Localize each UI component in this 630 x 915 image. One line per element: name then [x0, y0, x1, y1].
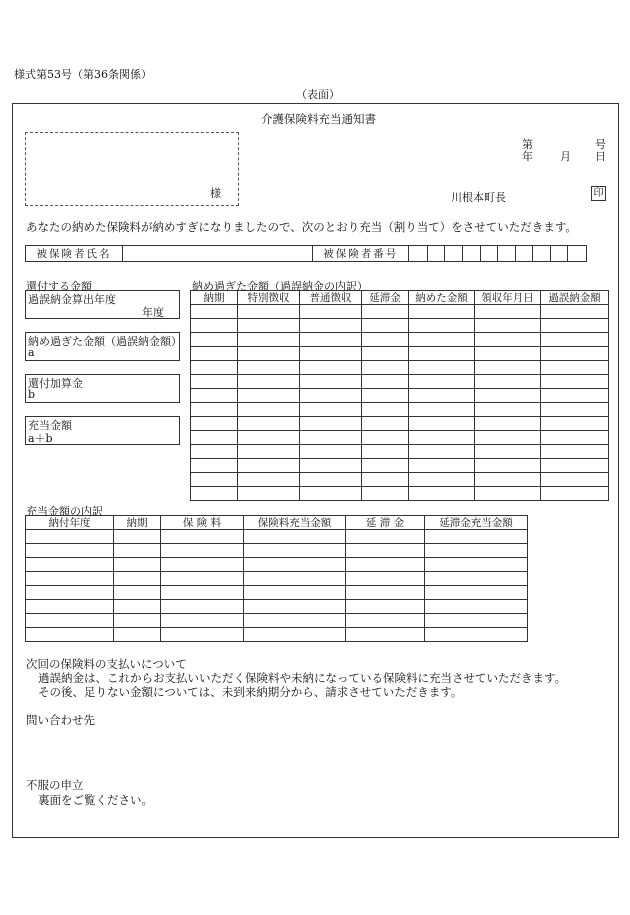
breakdown-row-cell[interactable]	[541, 361, 609, 375]
applied-row	[26, 586, 528, 600]
breakdown-row-cell[interactable]	[409, 473, 475, 487]
appeal-heading: 不服の申立	[26, 778, 84, 792]
applied-row-cell[interactable]	[26, 600, 114, 614]
breakdown-row-cell[interactable]	[541, 403, 609, 417]
breakdown-row-cell[interactable]	[238, 487, 300, 501]
seal-mark	[591, 186, 606, 201]
breakdown-row-cell[interactable]	[238, 473, 300, 487]
breakdown-row-cell[interactable]	[362, 389, 409, 403]
date-month: 月	[560, 150, 571, 163]
refund-addition-label: 還付加算金	[28, 377, 83, 390]
breakdown-row	[191, 445, 609, 459]
overpaid-amount-var: a	[28, 346, 35, 359]
breakdown-row-cell[interactable]	[191, 445, 238, 459]
breakdown-row-cell[interactable]	[191, 403, 238, 417]
breakdown-row-cell[interactable]	[362, 375, 409, 389]
insured-number-digit[interactable]	[480, 246, 498, 262]
breakdown-row-cell[interactable]	[238, 389, 300, 403]
breakdown-row-cell[interactable]	[362, 487, 409, 501]
applied-row-cell[interactable]	[161, 614, 244, 628]
applied-row	[26, 600, 528, 614]
breakdown-row-cell[interactable]	[409, 305, 475, 319]
breakdown-row-cell[interactable]	[300, 403, 362, 417]
breakdown-row	[191, 319, 609, 333]
document-title: 介護保険料充当通知書	[261, 112, 376, 126]
applied-row-cell[interactable]	[346, 614, 425, 628]
address-box[interactable]	[25, 132, 239, 206]
breakdown-col-header: 普通徴収	[300, 291, 362, 305]
breakdown-row	[191, 361, 609, 375]
breakdown-row-cell[interactable]	[541, 445, 609, 459]
breakdown-row-cell[interactable]	[475, 403, 541, 417]
insured-number-digit[interactable]	[515, 246, 533, 262]
applied-breakdown-heading: 充当金額の内訳	[26, 505, 103, 518]
applied-row-cell[interactable]	[244, 530, 346, 544]
breakdown-row-cell[interactable]	[541, 319, 609, 333]
breakdown-row-cell[interactable]	[362, 347, 409, 361]
applied-row-cell[interactable]	[244, 628, 346, 642]
applied-row-cell[interactable]	[114, 628, 161, 642]
breakdown-row-cell[interactable]	[475, 431, 541, 445]
breakdown-row-cell[interactable]	[300, 375, 362, 389]
insured-name-label: 被保険者氏名	[26, 246, 123, 262]
next-payment-line2: その後、足りない金額については、未到来納期分から、請求させていただきます。	[38, 685, 463, 699]
date-year: 年	[522, 150, 533, 163]
breakdown-row-cell[interactable]	[300, 473, 362, 487]
breakdown-row-cell[interactable]	[409, 333, 475, 347]
breakdown-row-cell[interactable]	[300, 445, 362, 459]
insured-number-digit[interactable]	[498, 246, 516, 262]
applied-row-cell[interactable]	[425, 544, 528, 558]
breakdown-row-cell[interactable]	[191, 319, 238, 333]
insured-number-digit[interactable]	[550, 246, 568, 262]
applied-row-cell[interactable]	[244, 586, 346, 600]
applied-row-cell[interactable]	[425, 628, 528, 642]
insured-number-digit[interactable]	[463, 246, 481, 262]
breakdown-col-header: 納期	[191, 291, 238, 305]
breakdown-row-cell[interactable]	[409, 375, 475, 389]
breakdown-row	[191, 347, 609, 361]
breakdown-row-cell[interactable]	[238, 417, 300, 431]
breakdown-col-header: 領収年月日	[475, 291, 541, 305]
applied-row-cell[interactable]	[161, 628, 244, 642]
appeal-line: 裏面をご覧ください。	[38, 793, 153, 807]
breakdown-row-cell[interactable]	[362, 319, 409, 333]
breakdown-row-cell[interactable]	[362, 459, 409, 473]
breakdown-row-cell[interactable]	[238, 347, 300, 361]
fiscal-year-unit: 年度	[142, 306, 164, 319]
applied-row-cell[interactable]	[346, 628, 425, 642]
insured-name-field[interactable]	[123, 246, 313, 262]
refund-heading: 還付する金額	[26, 280, 92, 293]
applied-row-cell[interactable]	[244, 544, 346, 558]
breakdown-row-cell[interactable]	[409, 361, 475, 375]
breakdown-row-cell[interactable]	[300, 389, 362, 403]
breakdown-row-cell[interactable]	[541, 333, 609, 347]
breakdown-row-cell[interactable]	[541, 431, 609, 445]
honorific-label: 様	[210, 187, 221, 200]
breakdown-row-cell[interactable]	[362, 431, 409, 445]
applied-row-cell[interactable]	[346, 586, 425, 600]
breakdown-row-cell[interactable]	[362, 403, 409, 417]
applied-row-cell[interactable]	[114, 544, 161, 558]
breakdown-row-cell[interactable]	[475, 487, 541, 501]
breakdown-row	[191, 403, 609, 417]
breakdown-row-cell[interactable]	[300, 431, 362, 445]
breakdown-row-cell[interactable]	[409, 417, 475, 431]
applied-row	[26, 628, 528, 642]
breakdown-row-cell[interactable]	[191, 459, 238, 473]
form-side-label: （表面）	[296, 88, 340, 101]
breakdown-row-cell[interactable]	[300, 361, 362, 375]
breakdown-row-cell[interactable]	[362, 445, 409, 459]
breakdown-row-cell[interactable]	[191, 347, 238, 361]
breakdown-row-cell[interactable]	[541, 347, 609, 361]
breakdown-col-header: 納めた金額	[409, 291, 475, 305]
breakdown-row-cell[interactable]	[541, 473, 609, 487]
breakdown-row-cell[interactable]	[475, 347, 541, 361]
breakdown-row-cell[interactable]	[475, 473, 541, 487]
applied-body	[26, 530, 528, 642]
breakdown-col-header: 特別徴収	[238, 291, 300, 305]
applied-row-cell[interactable]	[346, 544, 425, 558]
doc-number-suffix: 号	[595, 138, 606, 151]
issuer-name: 川根本町長	[451, 191, 506, 204]
breakdown-row-cell[interactable]	[191, 389, 238, 403]
applied-row-cell[interactable]	[161, 600, 244, 614]
breakdown-row-cell[interactable]	[300, 319, 362, 333]
breakdown-row-cell[interactable]	[238, 459, 300, 473]
applied-row-cell[interactable]	[244, 572, 346, 586]
breakdown-row-cell[interactable]	[475, 389, 541, 403]
breakdown-row	[191, 431, 609, 445]
breakdown-row-cell[interactable]	[362, 305, 409, 319]
breakdown-row-cell[interactable]	[475, 319, 541, 333]
applied-row-cell[interactable]	[161, 572, 244, 586]
applied-row-cell[interactable]	[26, 544, 114, 558]
applied-row-cell[interactable]	[244, 614, 346, 628]
breakdown-row-cell[interactable]	[300, 459, 362, 473]
breakdown-row-cell[interactable]	[191, 473, 238, 487]
breakdown-row-cell[interactable]	[238, 375, 300, 389]
breakdown-row-cell[interactable]	[409, 431, 475, 445]
applied-row-cell[interactable]	[425, 530, 528, 544]
seal-label: 印	[593, 188, 604, 199]
breakdown-row-cell[interactable]	[362, 473, 409, 487]
applied-row-cell[interactable]	[114, 558, 161, 572]
breakdown-row-cell[interactable]	[475, 445, 541, 459]
applied-row-cell[interactable]	[26, 558, 114, 572]
breakdown-row-cell[interactable]	[191, 361, 238, 375]
insured-number-digit[interactable]	[409, 246, 428, 262]
applied-col-header: 保 険 料	[161, 516, 244, 530]
form-number: 様式第53号（第36条関係）	[14, 68, 152, 81]
applied-row	[26, 558, 528, 572]
breakdown-row	[191, 473, 609, 487]
applied-row-cell[interactable]	[425, 586, 528, 600]
breakdown-body	[191, 305, 609, 501]
breakdown-row-cell[interactable]	[238, 445, 300, 459]
applied-row-cell[interactable]	[161, 544, 244, 558]
breakdown-row-cell[interactable]	[541, 459, 609, 473]
breakdown-row-cell[interactable]	[300, 305, 362, 319]
breakdown-row-cell[interactable]	[475, 417, 541, 431]
breakdown-row-cell[interactable]	[541, 417, 609, 431]
insured-number-digit[interactable]	[445, 246, 463, 262]
applied-row-cell[interactable]	[425, 600, 528, 614]
insured-number-label: 被保険者番号	[313, 246, 409, 262]
insured-number-digit[interactable]	[533, 246, 551, 262]
applied-row-cell[interactable]	[114, 600, 161, 614]
applied-row	[26, 614, 528, 628]
applied-row	[26, 544, 528, 558]
breakdown-row-cell[interactable]	[362, 361, 409, 375]
breakdown-row-cell[interactable]	[238, 319, 300, 333]
applied-row-cell[interactable]	[26, 530, 114, 544]
breakdown-row	[191, 333, 609, 347]
applied-row-cell[interactable]	[244, 558, 346, 572]
applied-row-cell[interactable]	[161, 530, 244, 544]
breakdown-row-cell[interactable]	[541, 389, 609, 403]
applied-row-cell[interactable]	[425, 614, 528, 628]
applied-row-cell[interactable]	[114, 530, 161, 544]
applied-row-cell[interactable]	[346, 600, 425, 614]
breakdown-row-cell[interactable]	[300, 347, 362, 361]
applied-amount-var: a＋b	[28, 432, 53, 445]
applied-col-header: 納付年度	[26, 516, 114, 530]
applied-row-cell[interactable]	[26, 586, 114, 600]
breakdown-row-cell[interactable]	[541, 305, 609, 319]
breakdown-row	[191, 389, 609, 403]
breakdown-col-header: 過誤納金額	[541, 291, 609, 305]
date-day: 日	[595, 150, 606, 163]
applied-row	[26, 572, 528, 586]
insured-number-digit[interactable]	[427, 246, 445, 262]
breakdown-row-cell[interactable]	[362, 333, 409, 347]
next-payment-heading: 次回の保険料の支払いについて	[26, 657, 187, 671]
breakdown-row-cell[interactable]	[475, 459, 541, 473]
insured-info-row	[25, 245, 587, 262]
applied-row-cell[interactable]	[114, 614, 161, 628]
breakdown-row-cell[interactable]	[475, 333, 541, 347]
applied-row-cell[interactable]	[244, 600, 346, 614]
applied-row-cell[interactable]	[346, 558, 425, 572]
breakdown-row-cell[interactable]	[409, 487, 475, 501]
breakdown-row-cell[interactable]	[191, 333, 238, 347]
breakdown-row-cell[interactable]	[238, 305, 300, 319]
applied-row-cell[interactable]	[425, 572, 528, 586]
applied-col-header: 納期	[114, 516, 161, 530]
breakdown-row-cell[interactable]	[541, 487, 609, 501]
breakdown-row-cell[interactable]	[475, 305, 541, 319]
applied-row-cell[interactable]	[346, 530, 425, 544]
breakdown-row	[191, 417, 609, 431]
doc-number-prefix: 第	[522, 138, 533, 151]
breakdown-row	[191, 487, 609, 501]
applied-row-cell[interactable]	[114, 586, 161, 600]
applied-breakdown-table	[25, 515, 528, 642]
refund-addition-var: b	[28, 388, 36, 401]
breakdown-row-cell[interactable]	[362, 417, 409, 431]
applied-col-header: 延 滞 金	[346, 516, 425, 530]
breakdown-row-cell[interactable]	[475, 361, 541, 375]
breakdown-row-cell[interactable]	[409, 347, 475, 361]
fiscal-year-label: 過誤納金算出年度	[28, 293, 116, 306]
breakdown-row	[191, 305, 609, 319]
applied-row-cell[interactable]	[425, 558, 528, 572]
breakdown-row-cell[interactable]	[409, 445, 475, 459]
breakdown-row-cell[interactable]	[541, 375, 609, 389]
breakdown-row-cell[interactable]	[238, 403, 300, 417]
breakdown-row-cell[interactable]	[409, 459, 475, 473]
applied-col-header: 延滞金充当金額	[425, 516, 528, 530]
breakdown-row-cell[interactable]	[238, 333, 300, 347]
overpaid-amount-label: 納め過ぎた金額（過誤納金額）	[28, 335, 182, 348]
contact-heading: 問い合わせ先	[26, 713, 95, 727]
insured-number-digit[interactable]	[568, 246, 587, 262]
breakdown-row-cell[interactable]	[191, 417, 238, 431]
applied-row-cell[interactable]	[26, 628, 114, 642]
applied-row-cell[interactable]	[161, 586, 244, 600]
breakdown-row-cell[interactable]	[300, 417, 362, 431]
applied-row	[26, 530, 528, 544]
breakdown-row-cell[interactable]	[300, 333, 362, 347]
next-payment-line1: 過誤納金は、これからお支払いいただく保険料や未納になっている保険料に充当させていただきます。	[38, 671, 567, 685]
breakdown-row-cell[interactable]	[191, 375, 238, 389]
applied-row-cell[interactable]	[26, 572, 114, 586]
applied-row-cell[interactable]	[346, 572, 425, 586]
breakdown-heading: 納め過ぎた金額（過誤納金の内訳）	[192, 280, 368, 293]
breakdown-row-cell[interactable]	[238, 361, 300, 375]
breakdown-col-header: 延滞金	[362, 291, 409, 305]
intro-text: あなたの納めた保険料が納めすぎになりましたので、次のとおり充当（割り当て）をさせていただきます。	[26, 220, 577, 234]
breakdown-row-cell[interactable]	[409, 319, 475, 333]
breakdown-row-cell[interactable]	[191, 487, 238, 501]
breakdown-row-cell[interactable]	[409, 389, 475, 403]
breakdown-row-cell[interactable]	[191, 305, 238, 319]
applied-col-header: 保険料充当金額	[244, 516, 346, 530]
applied-row-cell[interactable]	[161, 558, 244, 572]
breakdown-row-cell[interactable]	[300, 487, 362, 501]
breakdown-row-cell[interactable]	[191, 431, 238, 445]
breakdown-row	[191, 459, 609, 473]
applied-row-cell[interactable]	[114, 572, 161, 586]
breakdown-row-cell[interactable]	[409, 403, 475, 417]
applied-row-cell[interactable]	[26, 614, 114, 628]
applied-amount-label: 充当金額	[28, 419, 72, 432]
overpayment-breakdown-table	[190, 290, 609, 501]
breakdown-row-cell[interactable]	[475, 375, 541, 389]
breakdown-row-cell[interactable]	[238, 431, 300, 445]
breakdown-row	[191, 375, 609, 389]
